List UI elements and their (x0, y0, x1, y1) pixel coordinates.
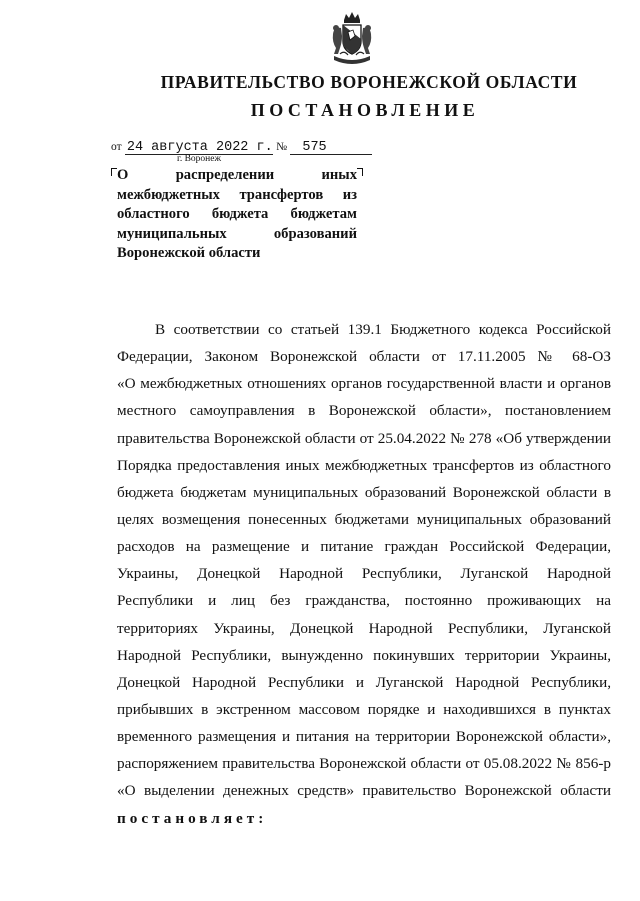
body-line: распоряжением правительства Воронежской области от 05.08.2022 № 856-р (117, 755, 611, 773)
body-line: Порядка предоставления иных межбюджетных трансфертов из областного (117, 456, 611, 474)
body-line: Украины, Донецкой Народной Республики, Луганской Народной (117, 565, 611, 583)
document-meta-line (111, 138, 372, 155)
decree-word: постановляет: (117, 809, 268, 827)
body-line: местного самоуправления в Воронежской области», постановлением (117, 402, 611, 420)
body-line: временного размещения и питания на территории Воронежской области», (117, 728, 611, 746)
body-line: Донецкой Народной Республики и Луганской Народной Республики, (117, 673, 611, 691)
body-line: бюджета бюджетам муниципальных образований Воронежской области в (117, 483, 611, 501)
body-line: Народной Республики, вынужденно покинувших территории Украины, (117, 646, 611, 664)
document-body (117, 316, 611, 832)
city-label: г. Воронеж (177, 154, 222, 164)
body-line: целях возмещения понесенных бюджетами муниципальных образований (117, 510, 611, 528)
document-number: 575 (290, 141, 372, 155)
body-line: «О межбюджетных отношениях органов государственной власти и органов (117, 375, 611, 393)
document-date: 24 августа 2022 г. (126, 140, 273, 155)
voronezh-coat-of-arms-icon (326, 10, 378, 68)
number-prefix: № (276, 141, 288, 153)
document-type-heading: ПОСТАНОВЛЕНИЕ (250, 100, 480, 120)
body-line: В соответствии со статьей 139.1 Бюджетного кодекса Российской (155, 321, 611, 338)
document-subject: О распределении иных межбюджетных трансфертов из областного бюджета бюджетам муниципальных образований Воронежской области (117, 167, 357, 262)
body-line: территориях Украины, Донецкой Народной Республики, Луганской (117, 619, 611, 637)
body-line: правительства Воронежской области от 25.04.2022 № 278 «Об утверждении (117, 429, 611, 447)
body-line: Федерации, Законом Воронежской области от 17.11.2005 № 68-ОЗ (117, 348, 611, 366)
body-line: прибывших в экстренном массовом порядке и находившихся в пунктах (117, 700, 611, 718)
body-line: Республики и лиц без гражданства, постоянно проживающих на (117, 592, 611, 610)
body-line: «О выделении денежных средств» правительство Воронежской области (117, 782, 611, 800)
date-prefix: от (111, 141, 122, 153)
subject-corner-right (357, 168, 363, 176)
organization-title: ПРАВИТЕЛЬСТВО ВОРОНЕЖСКОЙ ОБЛАСТИ (160, 72, 578, 92)
body-line: расходов на размещение и питание граждан Российской Федерации, (117, 538, 611, 556)
